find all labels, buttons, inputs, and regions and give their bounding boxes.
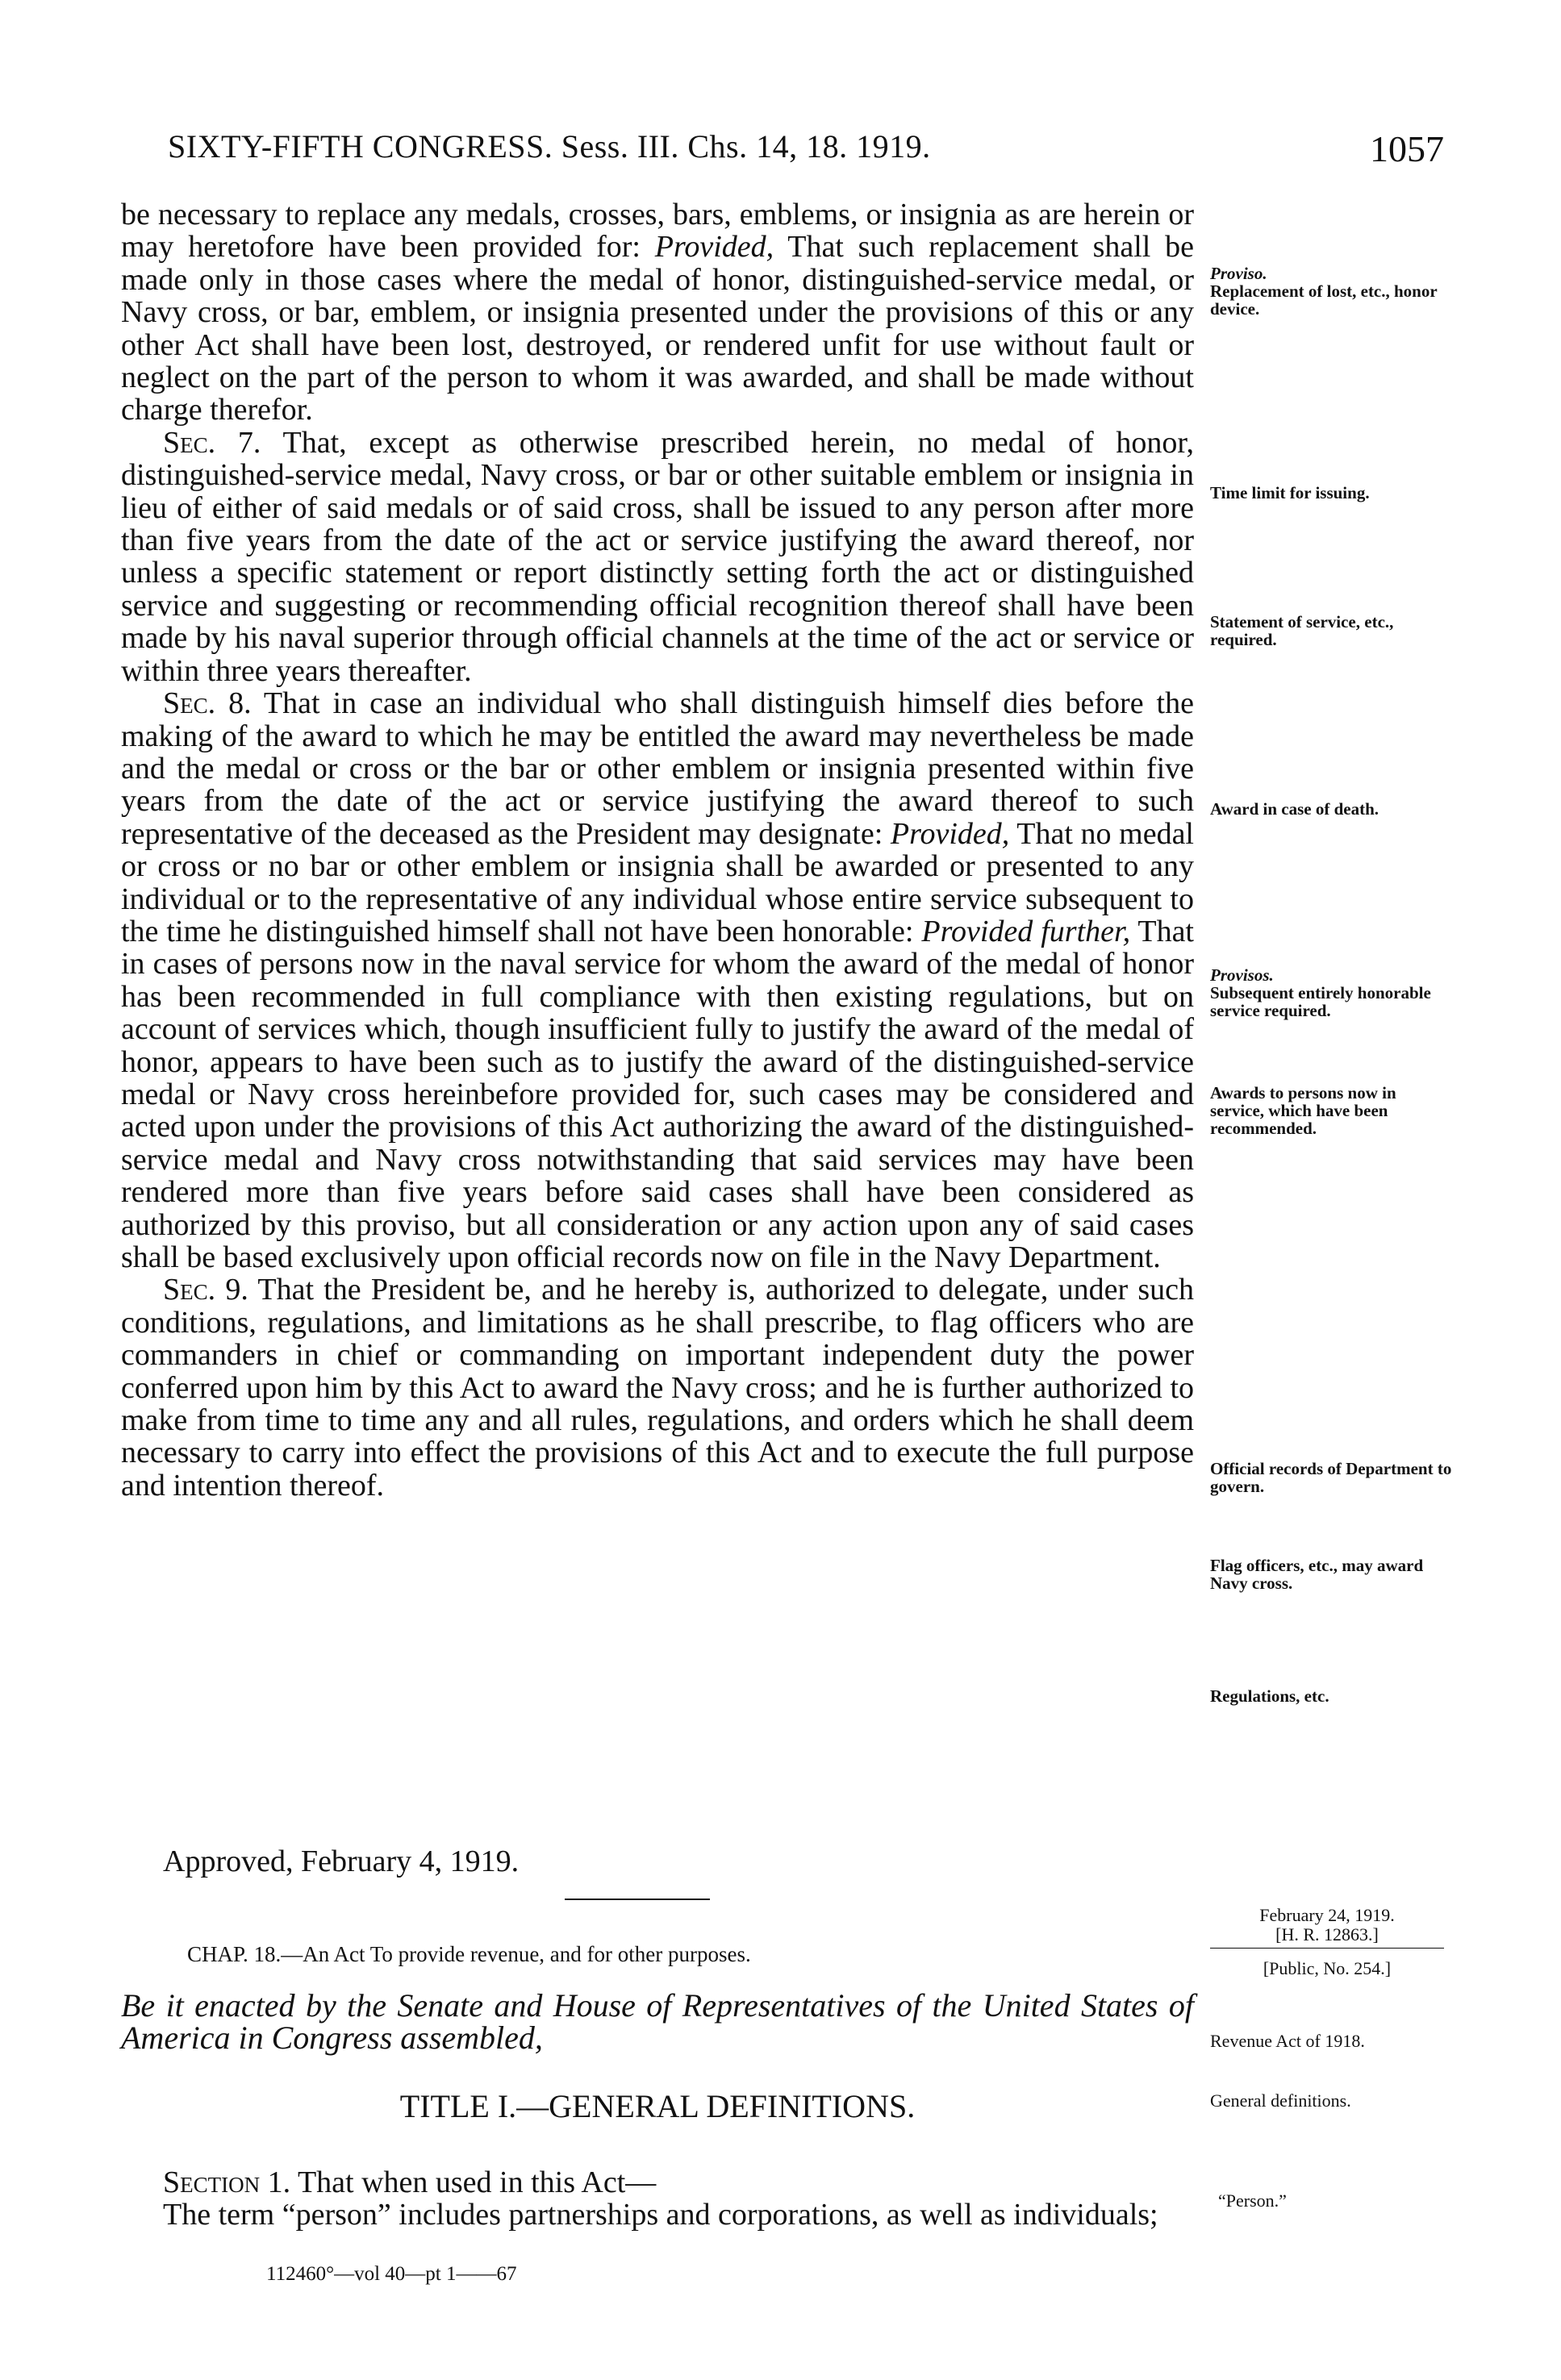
chapter-bill-number: [H. R. 12863.]	[1275, 1924, 1379, 1944]
margin-note-provisos	[1210, 966, 1452, 1019]
enacting-clause: Be it enacted by the Senate and House of Representatives of the United States of America in Congress assembled,	[121, 1987, 1194, 2056]
title-heading: TITLE I.—GENERAL DEFINITIONS.	[399, 2088, 916, 2124]
print-code: 112460°—vol 40—pt 1——67	[266, 2263, 517, 2285]
margin-note-flag-officers: Flag officers, etc., may award Navy cross.	[1210, 1556, 1424, 1593]
proviso-phrase: Provided further,	[921, 914, 1131, 948]
margin-note-person: “Person.”	[1218, 2190, 1287, 2211]
chapter-side-rule	[1210, 1948, 1444, 1949]
paragraph-text: That no medal or cross or no bar or other emblem or insignia shall be awarded or presented to any individual or to the representative of any individual whose entire service subsequent to the time he distinguished himself shall not have been honorable:	[121, 816, 1194, 948]
statute-paragraph	[121, 198, 1194, 427]
margin-note-awards-persons: Awards to persons now in service, which have been recommended.	[1210, 1083, 1396, 1138]
margin-note-statement: Statement of service, etc., required.	[1210, 612, 1394, 649]
section-label: Section	[163, 2165, 261, 2199]
paragraph-text: That the President be, and he hereby is, authorized to delegate, under such conditions, regulations, and limitations as he shall prescribe, to flag officers who are commanders in chief or commanding on important independent duty the power conferred upon him by this Act to award the Navy cross; and he is further authorized to make from time to time any and all rules, regulations, and orders which he shall deem necessary to carry into effect the provisions of this Act and to execute the full purpose and intention thereof.	[121, 1273, 1194, 1503]
proviso-phrase: Provided,	[890, 816, 1010, 851]
margin-note-provisos-label: Provisos.	[1210, 965, 1274, 985]
paragraph-text: That in cases of persons now in the naval service for whom the award of the medal of honor has been recommended in full compliance with then existing regulations, but on account of services which, though insufficient fully to justify the award of the medal of honor, appears to have been such as to justify the award of the distinguished-service medal or Navy cross hereinbefore provided for, such cases may be considered and acted upon under the provisions of this Act authorizing the award of the distinguished-service medal and Navy cross notwithstanding that said services may have been rendered more than five years before said cases shall have been considered as authorized by this proviso, but all consideration or any action upon any of said cases shall be based exclusively upon official records now on file in the Navy Department.	[121, 914, 1194, 1274]
section-one-lead: 1. That when used in this Act—	[260, 2165, 657, 2199]
approved-line-block	[121, 1845, 1194, 1878]
paragraph-text: That in case an individual who shall distinguish himself dies before the making of the award to which he may be entitled the award may nevertheless be made and the medal or cross or the bar or other emblem or insignia presented within five years from the date of the act or service justifying the award thereof to such representative of the deceased as the President may designate:	[121, 686, 1194, 851]
chapter-date: February 24, 1919.	[1259, 1905, 1395, 1925]
margin-note-proviso-text: Replacement of lost, etc., honor device.	[1210, 281, 1438, 319]
running-title: SIXTY-FIFTH CONGRESS. Sess. III. Chs. 14, 18. 1919.	[168, 128, 931, 165]
margin-note-proviso	[1210, 265, 1452, 318]
statute-paragraph	[121, 687, 1194, 1273]
statute-paragraph	[121, 1273, 1194, 1502]
section-one	[121, 2166, 1194, 2231]
section-one-intro	[121, 2166, 1194, 2199]
margin-note-proviso-label: Proviso.	[1210, 264, 1267, 283]
chapter-public-number: [Public, No. 254.]	[1263, 1958, 1392, 1978]
page-number: 1057	[1370, 128, 1444, 169]
margin-note-general-definitions: General definitions.	[1210, 2090, 1351, 2111]
approved-line: Approved, February 4, 1919.	[163, 1844, 520, 1878]
paragraph-text: be necessary to replace any medals, crosses, bars, emblems, or insignia as are herein or may heretofore have been provided for:	[121, 198, 1194, 265]
paragraph-text: That, except as otherwise prescribed herein, no medal of honor, distinguished-service medal, Navy cross, or bar or other suitable emblem or insignia in lieu of either of said medals or of said cross, shall be issued to any person after more than five years from the date of the act or service justifying the award thereof, nor unless a specific statement or report distinctly setting forth the act or distinguished service and suggesting or recommending official recognition thereof shall have been made by his naval superior through official channels at the time of the act or service or within three years thereafter.	[121, 425, 1195, 688]
section-number: Sec. 9.	[163, 1273, 248, 1307]
margin-note-revenue-act: Revenue Act of 1918.	[1210, 2031, 1365, 2051]
running-header	[168, 127, 1444, 176]
paragraph-text: That such replacement shall be made only in those cases where the medal of honor, distinguished-service medal, or Navy cross, or bar, emblem, or insignia presented under the provisions of this or any other Act shall have been lost, destroyed, or rendered unfit for use without fault or neglect on the part of the person to whom it was awarded, and shall be made without charge therefor.	[121, 230, 1194, 427]
margin-note-time-limit: Time limit for issuing.	[1210, 483, 1370, 502]
statute-paragraph	[121, 427, 1194, 687]
proviso-phrase: Provided,	[654, 230, 774, 265]
margin-note-official-records: Official records of Department to govern.	[1210, 1459, 1452, 1496]
section-number: Sec. 7.	[163, 425, 261, 460]
person-definition: The term “person” includes partnerships and corporations, as well as individuals;	[163, 2198, 1158, 2232]
margin-note-award-death: Award in case of death.	[1210, 799, 1379, 819]
margin-note-provisos-text: Subsequent entirely honorable service required.	[1210, 983, 1431, 1020]
statute-body	[121, 198, 1194, 1502]
chapter-heading: CHAP. 18.—An Act To provide revenue, and for other purposes.	[187, 1942, 751, 1966]
section-number: Sec. 8.	[163, 686, 252, 721]
margin-note-regulations: Regulations, etc.	[1210, 1686, 1329, 1706]
chapter-separator-rule	[565, 1899, 710, 1900]
